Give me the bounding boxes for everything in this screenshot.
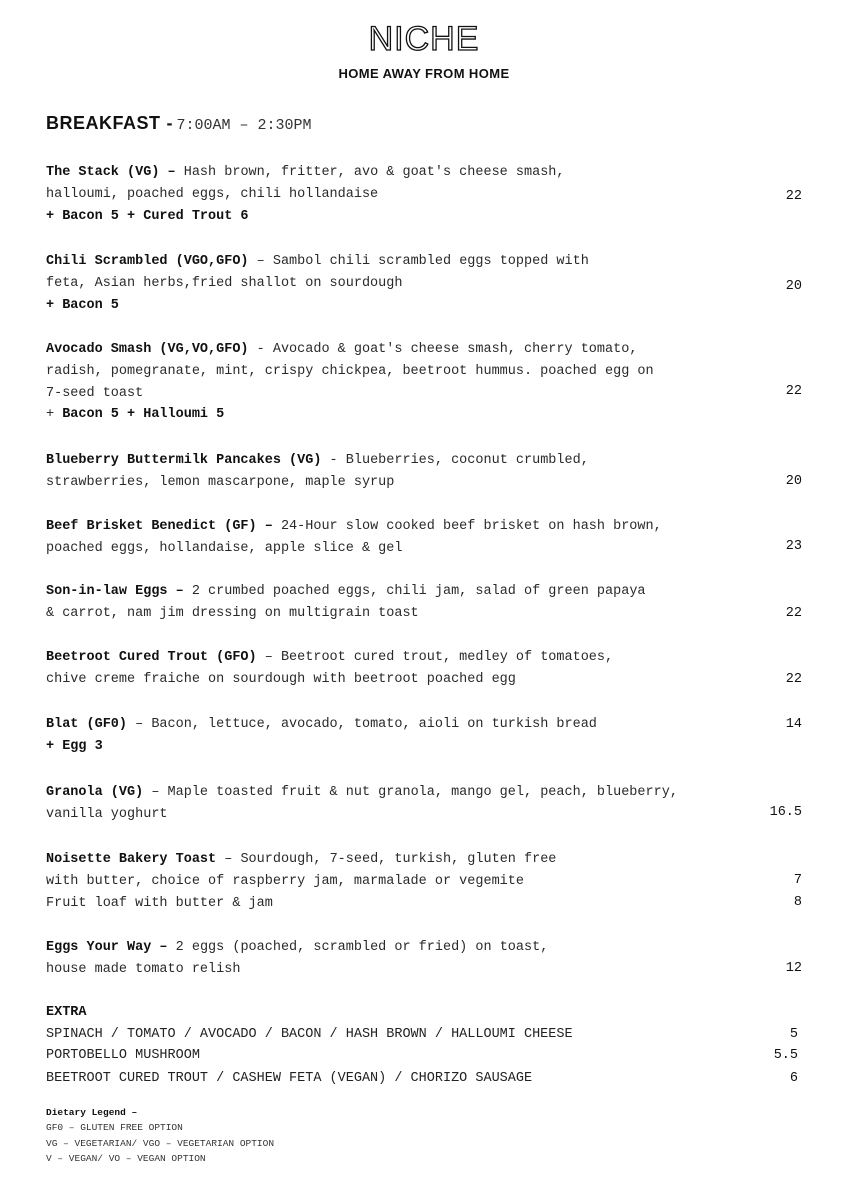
menu-item — [46, 782, 802, 826]
menu-item — [46, 450, 802, 494]
section-title: BREAKFAST — [46, 113, 161, 133]
extra-label: BEETROOT CURED TROUT / CASHEW FETA (VEGAN) / CHORIZO SAUSAGE — [46, 1071, 533, 1086]
menu-item-desc: Hash brown, fritter, avo & goat's cheese smash, — [183, 165, 565, 180]
legend-line: GF0 – GLUTEN FREE OPTION — [46, 1122, 183, 1134]
menu-item-desc: & carrot, nam jim dressing on multigrain toast — [46, 605, 419, 621]
menu-item-separator: - — [248, 342, 273, 357]
extra-price: 6 — [789, 1071, 798, 1086]
menu-item-desc: Bacon, lettuce, avocado, tomato, aioli on turkish bread — [151, 717, 597, 732]
menu-item-line — [46, 849, 802, 871]
menu-item-name: Blat (GF0) — [46, 717, 128, 732]
menu-item-price: 7 — [793, 873, 802, 888]
section-hours: 7:00AM – 2:30PM — [176, 117, 312, 134]
menu-item-addon-prefix: + — [46, 407, 63, 423]
menu-item-name: Eggs Your Way — [46, 940, 152, 955]
menu-item-desc: feta, Asian herbs,fried shallot on sourdough — [46, 275, 403, 291]
extra-row — [46, 1068, 798, 1090]
menu-item-separator: - — [321, 453, 346, 468]
extra-price: 5 — [789, 1027, 798, 1042]
menu-item-line — [46, 647, 802, 669]
menu-item-addon: + Bacon 5 + Cured Trout 6 — [46, 208, 249, 224]
section-header — [46, 113, 312, 134]
menu-item-separator: – — [151, 940, 176, 955]
menu-item — [46, 937, 802, 981]
extra-row — [46, 1024, 798, 1046]
menu-item-desc: Sambol chili scrambled eggs topped with — [272, 254, 589, 269]
menu-item-line — [46, 669, 802, 691]
extra-label: PORTOBELLO MUSHROOM — [46, 1048, 200, 1063]
menu-item-name: Son-in-law Eggs — [46, 584, 168, 599]
menu-item-name: Granola (VG) — [46, 785, 144, 800]
menu-item-desc: radish, pomegranate, mint, crispy chickpea, beetroot hummus. poached egg on — [46, 363, 654, 379]
menu-item-price: 22 — [785, 672, 802, 687]
menu-item-line — [46, 472, 802, 494]
menu-item-name: Beef Brisket Benedict (GF) — [46, 519, 257, 534]
menu-item-line — [46, 361, 802, 383]
menu-item-line — [46, 959, 802, 981]
menu-item — [46, 647, 802, 691]
menu-item — [46, 516, 802, 560]
menu-item-desc: halloumi, poached eggs, chili hollandaise — [46, 186, 379, 202]
menu-item-desc: 7-seed toast — [46, 385, 144, 401]
menu-item-desc: chive creme fraiche on sourdough with beetroot poached egg — [46, 671, 516, 687]
legend-line: V – VEGAN/ VO – VEGAN OPTION — [46, 1152, 206, 1164]
menu-item-name: Noisette Bakery Toast — [46, 852, 217, 867]
menu-item-desc: house made tomato relish — [46, 961, 241, 977]
menu-item-line — [46, 603, 802, 625]
menu-item-separator: – — [256, 519, 281, 534]
menu-item-price: 22 — [785, 606, 802, 621]
menu-item-desc: Fruit loaf with butter & jam — [46, 895, 273, 911]
extra-title: EXTRA — [46, 1005, 87, 1020]
menu-item-line — [46, 339, 802, 361]
menu-item-line — [46, 273, 802, 295]
menu-item-desc: Maple toasted fruit & nut granola, mango gel, peach, blueberry, — [167, 785, 678, 800]
menu-item-line — [46, 937, 802, 959]
menu-item-desc: Sourdough, 7-seed, turkish, gluten free — [240, 852, 557, 867]
menu-item-price: 23 — [785, 539, 802, 554]
menu-item-separator: – — [159, 165, 184, 180]
extra-price: 5.5 — [773, 1048, 798, 1063]
legend-line: VG – VEGETARIAN/ VGO – VEGETARIAN OPTION — [46, 1137, 275, 1149]
menu-item-line — [46, 714, 802, 736]
menu-item-line — [46, 184, 802, 206]
menu-item-name: Chili Scrambled (VGO,GFO) — [46, 254, 249, 269]
menu-item — [46, 339, 802, 426]
menu-item-desc: poached eggs, hollandaise, apple slice & gel — [46, 540, 403, 556]
menu-item-name: The Stack (VG) — [46, 165, 160, 180]
legend-title: Dietary Legend – — [46, 1107, 138, 1118]
menu-item-desc: 24-Hour slow cooked beef brisket on hash brown, — [280, 519, 662, 534]
menu-item-line — [46, 782, 802, 804]
menu-item-addon-text: Bacon 5 + Halloumi 5 — [62, 407, 225, 423]
menu-item-desc: with butter, choice of raspberry jam, marmalade or vegemite — [46, 873, 524, 889]
menu-item-desc: Blueberries, coconut crumbled, — [345, 453, 589, 468]
menu-item-price: 20 — [785, 279, 802, 294]
menu-item — [46, 581, 802, 625]
menu-item-line — [46, 871, 802, 893]
menu-item-line — [46, 581, 802, 603]
menu-item-separator: – — [216, 852, 241, 867]
menu-item-desc: Beetroot cured trout, medley of tomatoes, — [280, 650, 614, 665]
menu-item-addon: + Bacon 5 — [46, 297, 119, 313]
extra-row — [46, 1045, 798, 1067]
menu-item-price-secondary: 8 — [793, 895, 802, 910]
menu-item — [46, 162, 802, 227]
menu-item-line — [46, 162, 802, 184]
dietary-legend — [46, 1105, 274, 1166]
menu-item-price: 14 — [785, 717, 802, 732]
menu-item-name: Blueberry Buttermilk Pancakes (VG) — [46, 453, 322, 468]
menu-item-price: 16.5 — [769, 805, 802, 820]
menu-item-separator: – — [167, 584, 192, 599]
menu-item-line — [46, 804, 802, 826]
menu-item-desc: 2 eggs (poached, scrambled or fried) on toast, — [175, 940, 549, 955]
menu-item-name: Avocado Smash (VG,VO,GFO) — [46, 342, 249, 357]
menu-item-separator: – — [256, 650, 281, 665]
menu-item-separator: – — [127, 717, 152, 732]
menu-item-line — [46, 383, 802, 405]
menu-item-desc: Avocado & goat's cheese smash, cherry tomato, — [272, 342, 638, 357]
menu-item-price: 20 — [785, 474, 802, 489]
menu-item-desc: 2 crumbed poached eggs, chili jam, salad of green papaya — [191, 584, 646, 599]
menu-item-price: 22 — [785, 189, 802, 204]
tagline: HOME AWAY FROM HOME — [338, 66, 510, 81]
menu-item-separator: – — [143, 785, 168, 800]
menu-item — [46, 251, 802, 316]
menu-item-line — [46, 538, 802, 560]
menu-item-addon — [46, 404, 802, 426]
menu-item-line — [46, 516, 802, 538]
menu-item-separator: – — [248, 254, 273, 269]
menu-item-desc: vanilla yoghurt — [46, 806, 168, 822]
menu-item-addon: + Egg 3 — [46, 738, 103, 754]
menu-item-desc: strawberries, lemon mascarpone, maple syrup — [46, 474, 395, 490]
menu-item — [46, 714, 802, 758]
section-dash: - — [166, 113, 173, 133]
menu-item-line — [46, 251, 802, 273]
menu-item-line — [46, 450, 802, 472]
extra-label: SPINACH / TOMATO / AVOCADO / BACON / HASH BROWN / HALLOUMI CHEESE — [46, 1027, 573, 1042]
menu-item-name: Beetroot Cured Trout (GFO) — [46, 650, 257, 665]
menu-item-price: 22 — [785, 384, 802, 399]
menu-item — [46, 849, 802, 914]
logo: NICHE — [368, 20, 480, 58]
menu-item-line — [46, 893, 802, 915]
menu-item-price: 12 — [785, 961, 802, 976]
